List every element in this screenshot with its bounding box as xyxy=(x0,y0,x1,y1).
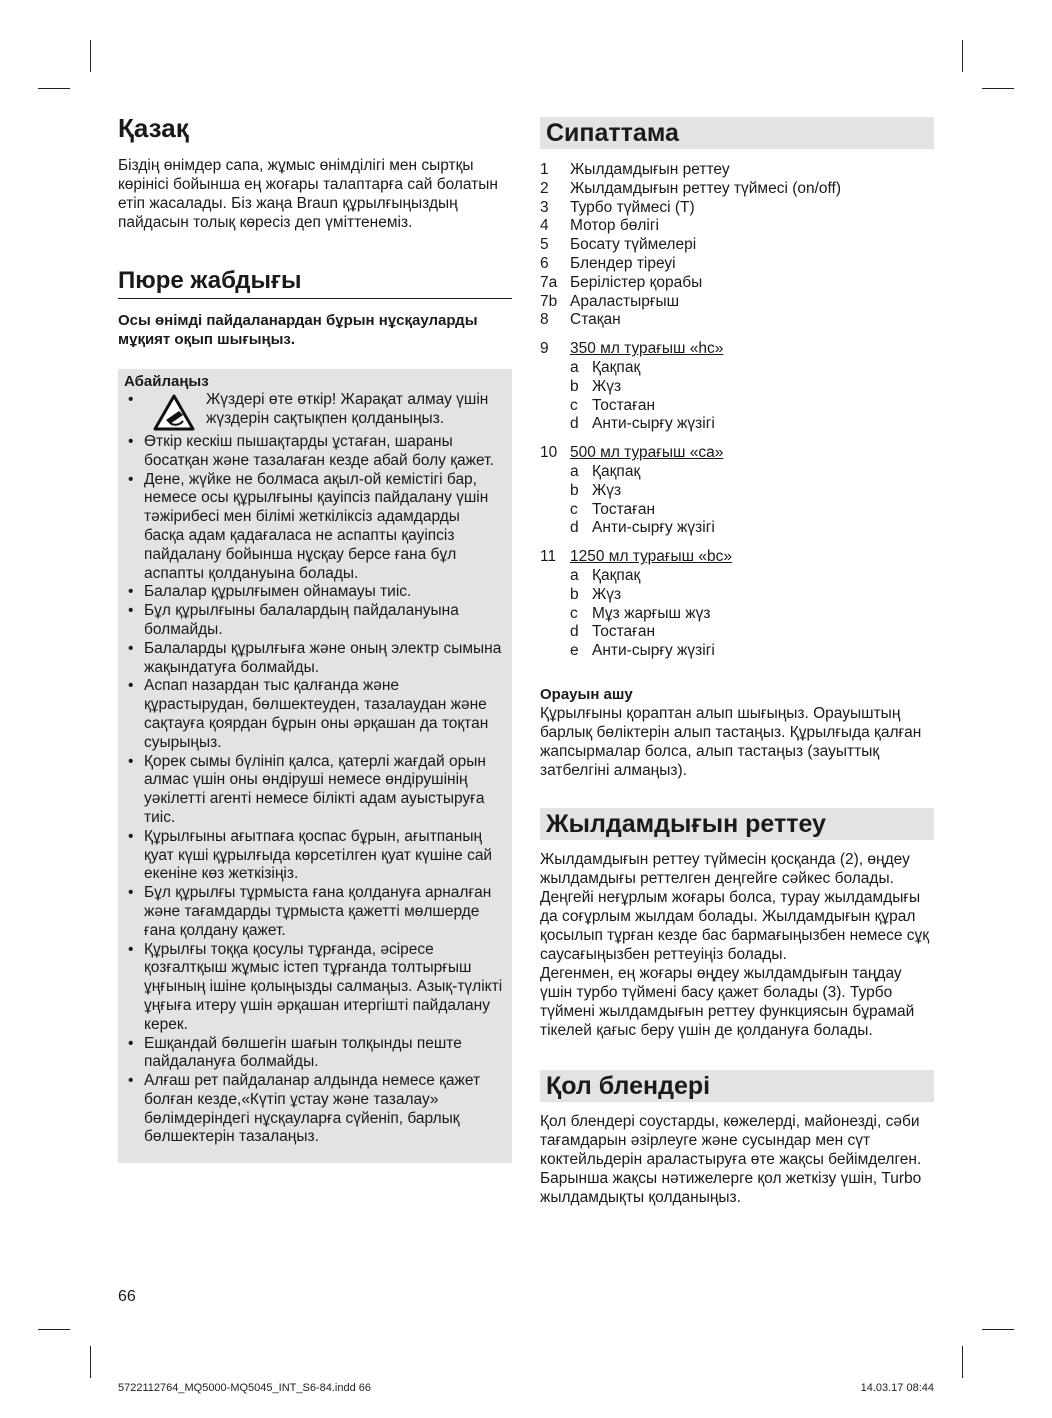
subitem-letter: a xyxy=(570,462,579,480)
accessory-number: 11 xyxy=(540,548,557,566)
part-label: Стақан xyxy=(570,311,621,329)
accessory-subitem xyxy=(540,586,934,605)
part-item xyxy=(540,199,934,218)
sharp-blade-warning-icon xyxy=(152,393,196,433)
subitem-letter: d xyxy=(570,519,579,537)
crop-mark xyxy=(962,40,963,72)
subitem-letter: a xyxy=(570,566,579,584)
accessory-heading xyxy=(540,444,934,463)
accessory-label: 350 мл турағыш «hc» xyxy=(570,340,724,358)
subitem-text: Анти-сырғу жүзігі xyxy=(592,642,715,660)
warning-item: • Қорек сымы бүлініп қалса, қатерлі жағдай орын алмас үшін оны өндіруші немесе өндірушінің уәкілетті агенті немесе білікті адам ауыстыруға тиіс. xyxy=(124,753,504,828)
speed-paragraph-2: Дегенмен, ең жоғары өңдеу жылдамдығын таңдау үшін турбо түймені басу қажет болады (3). Турбо түймені жылдамдығын реттеу функциясын бұрамай тікелей қағыс беру үшін де қолдануға болады. xyxy=(540,964,915,1039)
accessory-subitem xyxy=(540,378,934,397)
crop-mark xyxy=(982,1329,1014,1330)
accessory-subitem xyxy=(540,359,934,378)
part-label: Араластырғыш xyxy=(570,292,680,310)
part-number: 8 xyxy=(540,311,549,329)
part-number: 1 xyxy=(540,161,549,178)
hand-blender-paragraph-2: Барынша жақсы нәтижелерге қол жеткізу үшін, Turbo жылдамдықты қолданыңыз. xyxy=(540,1169,922,1206)
subitem-text: Жүз xyxy=(592,377,622,395)
part-label: Мотор бөлігі xyxy=(570,217,659,235)
warning-item: • Балаларды құрылғыға және оның электр сымына жақындатуға болмайды. xyxy=(124,640,504,678)
part-label: Босату түймелері xyxy=(570,236,697,254)
part-item xyxy=(540,255,934,274)
right-column xyxy=(540,117,934,1207)
left-column xyxy=(118,112,512,1163)
accessory-subitem xyxy=(540,623,934,642)
warning-item: • Аспап назардан тыс қалғанда және құрастырудан, бөлшектеуден, тазалаудан және сақтауға қоярдан бұрын оны әрқашан да тоқтан суырыңыз. xyxy=(124,677,504,752)
subitem-text: Анти-сырғу жүзігі xyxy=(592,519,715,537)
hand-blender-paragraph-1: Қол блендері соустарды, көжелерді, майонезді, сәби тағамдарын әзірлеуге және сусындар мен сүт коктейльдерін араластыруға өте жақсы бейімделген. xyxy=(540,1112,922,1168)
unpack-title: Орауын ашу xyxy=(540,685,633,703)
part-number: 3 xyxy=(540,198,549,216)
crop-mark xyxy=(90,1346,91,1378)
description-title: Сипаттама xyxy=(540,117,934,149)
part-number: 7b xyxy=(540,292,558,310)
part-label: Блендер тіреуі xyxy=(570,254,676,272)
part-number: 6 xyxy=(540,254,549,272)
subitem-letter: a xyxy=(570,358,579,376)
warning-item: • Құрылғы тоққа қосулы тұрғанда, әсіресе қозғалтқыш жұмыс істеп тұрғанда толтырғыш ұңғының ішіне қолыңызды салмаңыз. Азық-түлікті ұңғыға итеру үшін әрқашан итергішті пайдалану керек. xyxy=(124,941,504,1035)
part-item xyxy=(540,180,934,199)
part-label: Берілістер қорабы xyxy=(570,273,703,291)
hand-blender-title: Қол блендері xyxy=(540,1070,934,1102)
part-item xyxy=(540,274,934,293)
warning-box xyxy=(118,369,512,1163)
accessory-subitem xyxy=(540,567,934,586)
subitem-letter: c xyxy=(570,500,578,518)
intro-paragraph: Біздің өнімдер сапа, жұмыс өнімділігі мен сыртқы көрінісі бойынша ең жоғары талаптарға сай болатын етіп жасалады. Біз жаңа Braun құрылғыңыздың пайдасын толық көресіз деп үміттенеміз. xyxy=(118,157,498,231)
subitem-letter: b xyxy=(570,377,579,395)
part-item xyxy=(540,311,934,330)
part-number: 4 xyxy=(540,217,549,235)
speed-control-title: Жылдамдығын реттеу xyxy=(540,808,934,840)
page-number: 66 xyxy=(118,1288,136,1305)
crop-mark xyxy=(90,40,91,72)
accessory-number: 10 xyxy=(540,444,558,462)
part-label: Турбо түймесі (T) xyxy=(570,198,695,216)
warning-item: • Дене, жүйке не болмаса ақыл-ой кемістігі бар, немесе осы құрылғыны қауіпсіз пайдалану үшін тәжірибесі мен білімі жеткіліксіз адамдарды басқа адам қадағаласа не аспапты қауіпсіз пайдалану бойынша нұсқау берсе ғана бұл аспапты қолдануына болады. xyxy=(124,471,504,584)
subitem-text: Мұз жарғыш жүз xyxy=(592,604,711,622)
subitem-text: Қақпақ xyxy=(592,358,641,376)
subitem-letter: c xyxy=(570,604,578,622)
warning-item: • Бұл құрылғы тұрмыста ғана қолдануға арналған және тағамдарды тұрмыста қажетті мөлшерде ғана қолдану қажет. xyxy=(124,884,504,940)
warning-item: • Ешқандай бөлшегін шағын толқынды пеште пайдалануға болмайды. xyxy=(124,1035,504,1073)
warning-item-blade xyxy=(124,391,504,433)
accessory-subitem xyxy=(540,397,934,416)
subitem-text: Қақпақ xyxy=(592,462,641,480)
read-instructions-note: Осы өнімді пайдаланардан бұрын нұсқауларды мұқият оқып шығыңыз. xyxy=(118,312,478,348)
part-number: 5 xyxy=(540,236,549,254)
accessory-subitem xyxy=(540,605,934,624)
language-title: Қазақ xyxy=(118,113,189,143)
subitem-letter: d xyxy=(570,415,579,433)
subitem-letter: d xyxy=(570,623,579,641)
subitem-text: Тостаған xyxy=(592,500,656,518)
accessory-subitem xyxy=(540,519,934,538)
warning-item: • Балалар құрылғымен ойнамауы тиіс. xyxy=(124,583,504,602)
warning-item: • Бұл құрылғыны балалардың пайдалануына болмайды. xyxy=(124,602,504,640)
subitem-letter: b xyxy=(570,481,579,499)
subitem-text: Жүз xyxy=(592,481,622,499)
part-number: 2 xyxy=(540,179,549,197)
warning-title: Абайлаңыз xyxy=(124,373,209,390)
crop-mark xyxy=(962,1346,963,1378)
crop-mark xyxy=(38,88,70,89)
parts-list xyxy=(540,161,934,330)
part-item xyxy=(540,236,934,255)
part-item xyxy=(540,161,934,180)
subitem-text: Тостаған xyxy=(592,396,656,414)
accessory-label: 500 мл турағыш «ca» xyxy=(570,444,724,462)
unpack-paragraph: Құрылғыны қораптан алып шығыңыз. Орауыштың барлық бөліктерін алып тастаңыз. Құрылғыда қалған жапсырмалар болса, алып тастаңыз (зауыттық затбелгіні алмаңыз). xyxy=(540,704,922,779)
subitem-text: Қақпақ xyxy=(592,566,641,584)
accessory-heading xyxy=(540,548,934,567)
subitem-text: Анти-сырғу жүзігі xyxy=(592,415,715,433)
footer-file: 5722112764_MQ5000-MQ5045_INT_S6-84.indd 66 xyxy=(118,1382,371,1394)
subitem-text: Тостаған xyxy=(592,623,656,641)
accessory-label: 1250 мл турағыш «bc» xyxy=(570,548,733,566)
part-number: 7a xyxy=(540,273,558,291)
subitem-letter: e xyxy=(570,642,579,660)
crop-mark xyxy=(38,1329,70,1330)
part-item xyxy=(540,217,934,236)
section-title-puree: Пюре жабдығы xyxy=(118,266,512,299)
warning-item-text: • Жүздері өте өткір! Жарақат алмау үшін жүздерін сақтықпен қолданыңыз. xyxy=(206,391,489,427)
accessory-subitem xyxy=(540,482,934,501)
warning-items xyxy=(124,433,504,1147)
subitem-letter: b xyxy=(570,585,579,603)
accessory-subitem xyxy=(540,642,934,661)
subitem-text: Жүз xyxy=(592,585,622,603)
part-label: Жылдамдығын реттеу xyxy=(570,161,730,178)
speed-paragraph-1: Жылдамдығын реттеу түймесін қосқанда (2), өңдеу жылдамдығы реттелген деңгейге сәйкес болады. Деңгейі неғұрлым жоғары болса, турау жылдамдығы да соғұрлым жылдам болады. Жылдамдығын құрал қосылып тұрған кезде бас бармағыңызбен немесе сұқ саусағыңызбен реттеуіңіз болады. xyxy=(540,850,930,963)
accessory-subitem xyxy=(540,501,934,520)
warning-list xyxy=(124,391,504,433)
footer-date: 14.03.17 08:44 xyxy=(860,1382,934,1394)
accessory-groups xyxy=(540,330,934,661)
warning-item: • Құрылғыны ағытпаға қоспас бұрын, ағытпаның қуат күші құрылғыда көрсетілген қуат күшіне сай екеніне көз жеткізіңіз. xyxy=(124,828,504,884)
part-label: Жылдамдығын реттеу түймесі (on/off) xyxy=(570,179,842,197)
accessory-subitem xyxy=(540,415,934,434)
accessory-heading xyxy=(540,340,934,359)
part-item xyxy=(540,293,934,312)
accessory-subitem xyxy=(540,463,934,482)
warning-item: • Өткір кескіш пышақтарды ұстаған, шараны босатқан және тазалаған кезде абай болу қажет. xyxy=(124,433,504,471)
crop-mark xyxy=(982,88,1014,89)
accessory-number: 9 xyxy=(540,340,549,358)
warning-item: • Алғаш рет пайдаланар алдында немесе қажет болған кезде,«Күтіп ұстау және тазалау» бөлімдеріндегі нұсқауларға сүйеніп, барлық бөлшектерін тазалаңыз. xyxy=(124,1072,504,1147)
subitem-letter: c xyxy=(570,396,578,414)
